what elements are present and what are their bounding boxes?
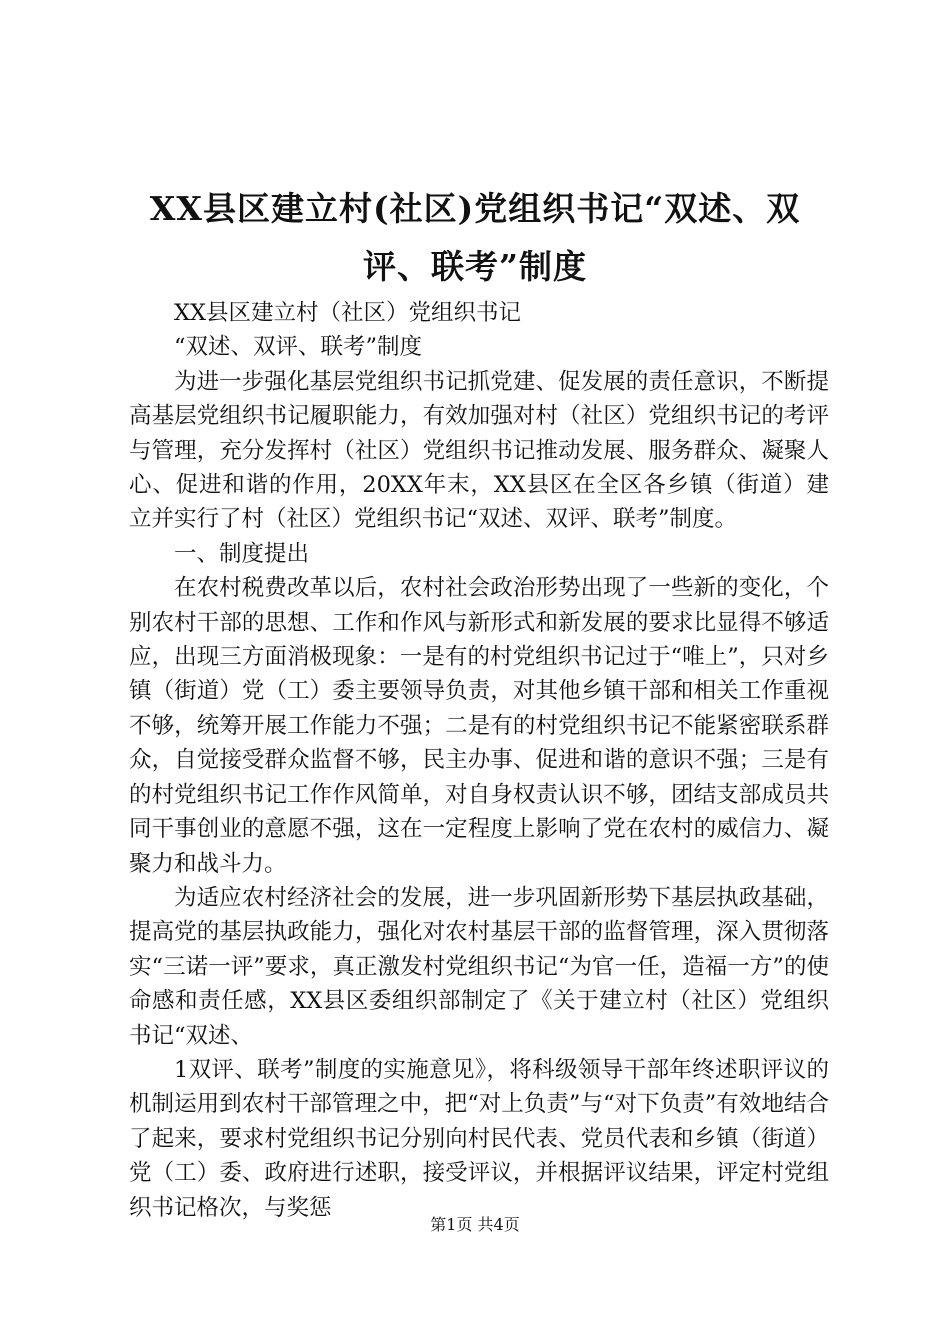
page-footer: 第1页 共4页: [430, 1215, 520, 1234]
paragraph-subtitle-line-1: XX县区建立村（社区）党组织书记: [174, 300, 522, 326]
paragraph-subtitle-line-2: “双述、双评、联考”制度: [174, 334, 423, 361]
paragraph-purpose: 为适应农村经济社会的发展，进一步巩固新形势下基层执政基础，提高党的基层执政能力，强化对农村基层干部的监督管理，深入贯彻落实“三诺一评”要求，真正激发村党组织书记“为官一任，造福一方”的使命感和责任感，XX县区委组织部制定了《关于建立村（社区）党组织书记“双述、: [129, 884, 829, 1049]
section-heading-1: 一、制度提出: [174, 540, 310, 567]
document-title: XX县区建立村(社区)党组织书记“双述、双评、联考”制度: [149, 189, 801, 286]
document-body: [129, 296, 829, 1225]
paragraph-continuation: 1双评、联考”制度的实施意见》，将科级领导干部年终述职评议的机制运用到农村干部管理之中，把“对上负责”与“对下负责”有效地结合了起来，要求村党组织书记分别向村民代表、党员代表和乡镇（街道）党（工）委、政府进行述职，接受评议，并根据评议结果，评定村党组织书记格次，与奖惩: [129, 1056, 829, 1221]
paragraph-intro: 为进一步强化基层党组织书记抓党建、促发展的责任意识，不断提高基层党组织书记履职能力，有效加强对村（社区）党组织书记的考评与管理，充分发挥村（社区）党组织书记推动发展、服务群众、凝聚人心、促进和谐的作用，20XX年末，XX县区在全区各乡镇（街道）建立并实行了村（社区）党组织书记“双述、双评、联考”制度。: [129, 368, 829, 533]
paragraph-background: 在农村税费改革以后，农村社会政治形势出现了一些新的变化，个别农村干部的思想、工作和作风与新形式和新发展的要求比显得不够适应，出现三方面消极现象：一是有的村党组织书记过于“唯上”，只对乡镇（街道）党（工）委主要领导负责，对其他乡镇干部和相关工作重视不够，统筹开展工作能力不强；二是有的村党组织书记不能紧密联系群众，自觉接受群众监督不够，民主办事、促进和谐的意识不强；三是有的村党组织书记工作作风简单，对自身权责认识不够，团结支部成员共同干事创业的意愿不强，这在一定程度上影响了党在农村的威信力、凝聚力和战斗力。: [129, 575, 829, 877]
